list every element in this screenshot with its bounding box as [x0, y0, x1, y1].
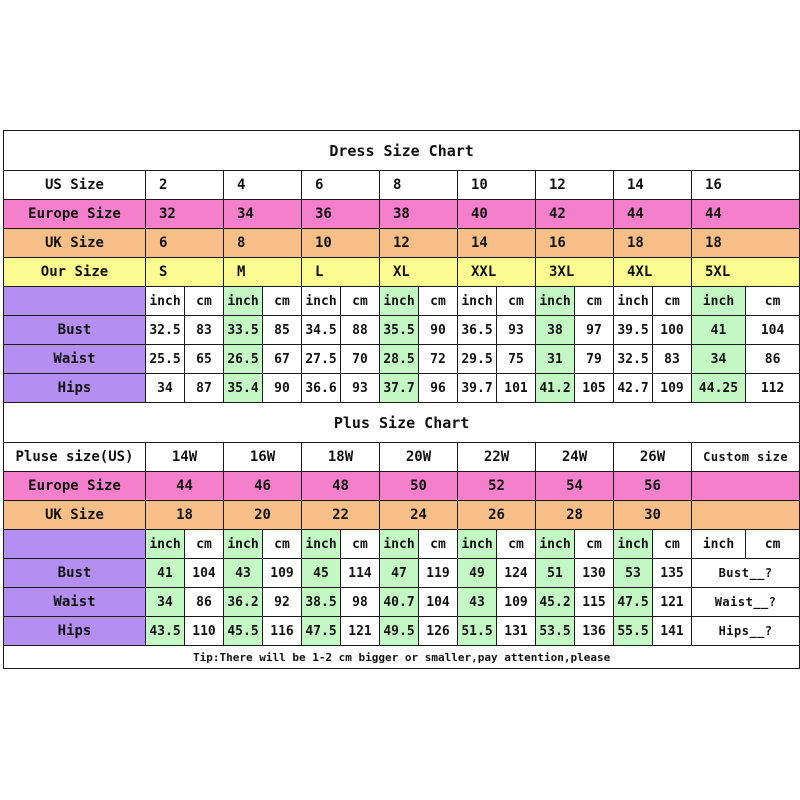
unit-inch: inch — [536, 530, 575, 559]
measure-inch: 38 — [536, 316, 575, 345]
our-size-value: 3XL — [536, 258, 614, 287]
measure-cm: 115 — [575, 588, 614, 617]
plus-europe-size-value: 50 — [380, 472, 458, 501]
measure-inch: 37.7 — [380, 374, 419, 403]
measure-inch: 26.5 — [224, 345, 263, 374]
measure-cm: 126 — [419, 617, 458, 646]
tip-note: Tip:There will be 1-2 cm bigger or smaller,pay attention,please — [4, 646, 800, 669]
us-size-value: 2 — [146, 171, 224, 200]
measure-inch: 36.2 — [224, 588, 263, 617]
custom-measure: Bust__? — [692, 559, 800, 588]
plus-europe-size-value: 52 — [458, 472, 536, 501]
unit-cm: cm — [575, 287, 614, 316]
measure-cm: 116 — [263, 617, 302, 646]
uk-size-value: 18 — [692, 229, 800, 258]
our-size-value: M — [224, 258, 302, 287]
measure-inch: 43 — [458, 588, 497, 617]
uk-size-value: 6 — [146, 229, 224, 258]
plus-row-plus-uk-size — [4, 501, 800, 530]
measure-inch: 35.4 — [224, 374, 263, 403]
measure-inch: 51 — [536, 559, 575, 588]
plus-uk-size-custom-empty — [692, 501, 800, 530]
europe-size-label: Europe Size — [4, 200, 146, 229]
measure-cm: 65 — [185, 345, 224, 374]
plus-row-plus-us-size — [4, 443, 800, 472]
unit-cm: cm — [263, 287, 302, 316]
unit-cm: cm — [341, 530, 380, 559]
measure-inch: 33.5 — [224, 316, 263, 345]
plus-units-label-empty — [4, 530, 146, 559]
measure-cm: 109 — [497, 588, 536, 617]
measure-cm: 70 — [341, 345, 380, 374]
measure-cm: 119 — [419, 559, 458, 588]
us-size-value: 8 — [380, 171, 458, 200]
us-size-value: 10 — [458, 171, 536, 200]
plus-measure-row — [4, 588, 800, 617]
measure-cm: 114 — [341, 559, 380, 588]
measure-inch: 41.2 — [536, 374, 575, 403]
europe-size-value: 44 — [692, 200, 800, 229]
unit-inch: inch — [146, 287, 185, 316]
measure-cm: 110 — [185, 617, 224, 646]
europe-size-value: 42 — [536, 200, 614, 229]
our-size-label: Our Size — [4, 258, 146, 287]
measure-inch: 38.5 — [302, 588, 341, 617]
measure-inch: 53.5 — [536, 617, 575, 646]
unit-inch: inch — [692, 530, 746, 559]
plus-measure-label-waist: Waist — [4, 588, 146, 617]
plus-us-size-label: Pluse size(US) — [4, 443, 146, 472]
unit-inch: inch — [536, 287, 575, 316]
unit-cm: cm — [185, 530, 224, 559]
plus-europe-size-value: 48 — [302, 472, 380, 501]
us-size-value: 14 — [614, 171, 692, 200]
plus-units-row — [4, 530, 800, 559]
unit-inch: inch — [146, 530, 185, 559]
dress-chart-title: Dress Size Chart — [4, 131, 800, 171]
uk-size-value: 14 — [458, 229, 536, 258]
unit-inch: inch — [614, 530, 653, 559]
uk-size-value: 18 — [614, 229, 692, 258]
unit-cm: cm — [746, 530, 800, 559]
plus-uk-size-label: UK Size — [4, 501, 146, 530]
our-size-value: L — [302, 258, 380, 287]
dress-units-row — [4, 287, 800, 316]
plus-europe-size-value: 44 — [146, 472, 224, 501]
measure-label-waist: Waist — [4, 345, 146, 374]
plus-uk-size-value: 24 — [380, 501, 458, 530]
measure-cm: 98 — [341, 588, 380, 617]
uk-size-value: 12 — [380, 229, 458, 258]
unit-cm: cm — [341, 287, 380, 316]
us-size-value: 4 — [224, 171, 302, 200]
plus-chart-title: Plus Size Chart — [4, 403, 800, 443]
measure-cm: 97 — [575, 316, 614, 345]
plus-us-size-value: 18W — [302, 443, 380, 472]
measure-cm: 83 — [653, 345, 692, 374]
measure-inch: 47.5 — [614, 588, 653, 617]
plus-uk-size-value: 28 — [536, 501, 614, 530]
measure-cm: 87 — [185, 374, 224, 403]
our-size-value: XXL — [458, 258, 536, 287]
plus-measure-row — [4, 617, 800, 646]
measure-inch: 43.5 — [146, 617, 185, 646]
measure-inch: 31 — [536, 345, 575, 374]
measure-cm: 104 — [746, 316, 800, 345]
measure-inch: 43 — [224, 559, 263, 588]
dress-row-our-size — [4, 258, 800, 287]
measure-cm: 86 — [746, 345, 800, 374]
europe-size-value: 36 — [302, 200, 380, 229]
measure-inch: 34 — [692, 345, 746, 374]
our-size-value: S — [146, 258, 224, 287]
unit-cm: cm — [653, 287, 692, 316]
plus-us-size-value: 26W — [614, 443, 692, 472]
measure-inch: 41 — [146, 559, 185, 588]
dress-row-europe-size — [4, 200, 800, 229]
plus-measure-row — [4, 559, 800, 588]
uk-size-value: 16 — [536, 229, 614, 258]
dress-measure-row — [4, 374, 800, 403]
measure-inch: 49 — [458, 559, 497, 588]
measure-cm: 83 — [185, 316, 224, 345]
plus-uk-size-value: 30 — [614, 501, 692, 530]
plus-europe-size-custom-empty — [692, 472, 800, 501]
measure-inch: 42.7 — [614, 374, 653, 403]
plus-uk-size-value: 26 — [458, 501, 536, 530]
measure-inch: 34 — [146, 374, 185, 403]
plus-uk-size-value: 20 — [224, 501, 302, 530]
size-chart-sheet — [3, 130, 797, 669]
measure-cm: 104 — [419, 588, 458, 617]
unit-cm: cm — [497, 287, 536, 316]
plus-europe-size-value: 56 — [614, 472, 692, 501]
measure-cm: 88 — [341, 316, 380, 345]
unit-cm: cm — [497, 530, 536, 559]
plus-europe-size-value: 46 — [224, 472, 302, 501]
measure-cm: 67 — [263, 345, 302, 374]
unit-inch: inch — [458, 287, 497, 316]
uk-size-value: 10 — [302, 229, 380, 258]
measure-inch: 45.5 — [224, 617, 263, 646]
unit-inch: inch — [614, 287, 653, 316]
measure-inch: 35.5 — [380, 316, 419, 345]
measure-cm: 121 — [341, 617, 380, 646]
measure-inch: 39.7 — [458, 374, 497, 403]
us-size-value: 16 — [692, 171, 800, 200]
measure-cm: 135 — [653, 559, 692, 588]
measure-inch: 36.5 — [458, 316, 497, 345]
measure-cm: 75 — [497, 345, 536, 374]
measure-cm: 79 — [575, 345, 614, 374]
measure-inch: 34 — [146, 588, 185, 617]
europe-size-value: 34 — [224, 200, 302, 229]
unit-cm: cm — [653, 530, 692, 559]
measure-cm: 141 — [653, 617, 692, 646]
measure-label-hips: Hips — [4, 374, 146, 403]
unit-cm: cm — [419, 287, 458, 316]
measure-cm: 86 — [185, 588, 224, 617]
plus-europe-size-value: 54 — [536, 472, 614, 501]
unit-inch: inch — [302, 530, 341, 559]
measure-inch: 32.5 — [146, 316, 185, 345]
plus-europe-size-label: Europe Size — [4, 472, 146, 501]
plus-us-size-value: 20W — [380, 443, 458, 472]
dress-row-uk-size — [4, 229, 800, 258]
unit-inch: inch — [692, 287, 746, 316]
measure-cm: 93 — [341, 374, 380, 403]
measure-cm: 124 — [497, 559, 536, 588]
custom-measure: Waist__? — [692, 588, 800, 617]
us-size-label: US Size — [4, 171, 146, 200]
measure-cm: 92 — [263, 588, 302, 617]
uk-size-label: UK Size — [4, 229, 146, 258]
plus-row-plus-europe-size — [4, 472, 800, 501]
size-chart-table — [3, 130, 800, 669]
dress-title-row — [4, 131, 800, 171]
europe-size-value: 40 — [458, 200, 536, 229]
measure-cm: 96 — [419, 374, 458, 403]
unit-cm: cm — [419, 530, 458, 559]
plus-us-size-value: 16W — [224, 443, 302, 472]
unit-inch: inch — [224, 530, 263, 559]
measure-label-bust: Bust — [4, 316, 146, 345]
measure-cm: 90 — [419, 316, 458, 345]
custom-measure: Hips__? — [692, 617, 800, 646]
plus-measure-label-hips: Hips — [4, 617, 146, 646]
measure-inch: 47 — [380, 559, 419, 588]
unit-cm: cm — [263, 530, 302, 559]
europe-size-value: 38 — [380, 200, 458, 229]
plus-measure-label-bust: Bust — [4, 559, 146, 588]
measure-inch: 25.5 — [146, 345, 185, 374]
measure-cm: 100 — [653, 316, 692, 345]
measure-cm: 85 — [263, 316, 302, 345]
measure-inch: 47.5 — [302, 617, 341, 646]
us-size-value: 6 — [302, 171, 380, 200]
our-size-value: 5XL — [692, 258, 800, 287]
measure-cm: 131 — [497, 617, 536, 646]
unit-inch: inch — [458, 530, 497, 559]
measure-inch: 27.5 — [302, 345, 341, 374]
measure-inch: 39.5 — [614, 316, 653, 345]
measure-inch: 36.6 — [302, 374, 341, 403]
measure-inch: 53 — [614, 559, 653, 588]
measure-cm: 90 — [263, 374, 302, 403]
custom-size-label: Custom size — [692, 443, 800, 472]
measure-inch: 41 — [692, 316, 746, 345]
measure-inch: 28.5 — [380, 345, 419, 374]
measure-cm: 130 — [575, 559, 614, 588]
measure-inch: 32.5 — [614, 345, 653, 374]
measure-cm: 104 — [185, 559, 224, 588]
measure-inch: 55.5 — [614, 617, 653, 646]
us-size-value: 12 — [536, 171, 614, 200]
europe-size-value: 32 — [146, 200, 224, 229]
plus-uk-size-value: 22 — [302, 501, 380, 530]
measure-inch: 49.5 — [380, 617, 419, 646]
unit-cm: cm — [746, 287, 800, 316]
unit-inch: inch — [302, 287, 341, 316]
measure-cm: 112 — [746, 374, 800, 403]
measure-cm: 121 — [653, 588, 692, 617]
plus-us-size-value: 22W — [458, 443, 536, 472]
units-label-empty — [4, 287, 146, 316]
measure-cm: 109 — [263, 559, 302, 588]
plus-uk-size-value: 18 — [146, 501, 224, 530]
measure-inch: 45.2 — [536, 588, 575, 617]
unit-cm: cm — [185, 287, 224, 316]
plus-title-row — [4, 403, 800, 443]
measure-cm: 109 — [653, 374, 692, 403]
unit-cm: cm — [575, 530, 614, 559]
measure-inch: 40.7 — [380, 588, 419, 617]
measure-inch: 51.5 — [458, 617, 497, 646]
plus-us-size-value: 24W — [536, 443, 614, 472]
measure-cm: 72 — [419, 345, 458, 374]
measure-inch: 34.5 — [302, 316, 341, 345]
our-size-value: 4XL — [614, 258, 692, 287]
measure-cm: 93 — [497, 316, 536, 345]
measure-inch: 45 — [302, 559, 341, 588]
measure-inch: 44.25 — [692, 374, 746, 403]
our-size-value: XL — [380, 258, 458, 287]
measure-cm: 105 — [575, 374, 614, 403]
dress-measure-row — [4, 345, 800, 374]
measure-cm: 101 — [497, 374, 536, 403]
measure-cm: 136 — [575, 617, 614, 646]
dress-row-us-size — [4, 171, 800, 200]
plus-us-size-value: 14W — [146, 443, 224, 472]
tip-row — [4, 646, 800, 669]
unit-inch: inch — [380, 287, 419, 316]
europe-size-value: 44 — [614, 200, 692, 229]
measure-inch: 29.5 — [458, 345, 497, 374]
uk-size-value: 8 — [224, 229, 302, 258]
unit-inch: inch — [380, 530, 419, 559]
dress-measure-row — [4, 316, 800, 345]
unit-inch: inch — [224, 287, 263, 316]
